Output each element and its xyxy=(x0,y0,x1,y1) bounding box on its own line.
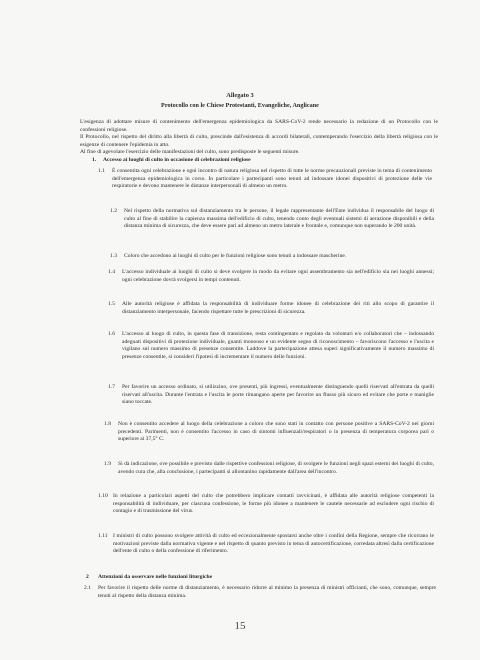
protocol-subtitle: Protocollo con le Chiese Protestanti, Evangeliche, Anglicane xyxy=(161,102,319,109)
section-2-title: Attenzioni da osservare nelle funzioni liturgiche xyxy=(98,574,213,580)
section-2-number: 2 xyxy=(86,574,89,580)
item-1-4-number: 1.4 xyxy=(108,269,115,275)
item-1-8-text: Non è consentito accedere al luogo della celebrazione a coloro che sono stati in contatto con persone positive a SARS-CoV-2 nei giorni precedenti. Parimenti, non è consentito l'accesso in caso di sintomi influenzali/respiratori o in presenza di temperatura corporea pari o superiore ai 37,5° C. xyxy=(118,421,434,443)
item-1-5-number: 1.5 xyxy=(108,301,115,307)
item-1-7-number: 1.7 xyxy=(108,384,115,390)
intro-paragraph-2: Il Protocollo, nel rispetto del diritto alla libertà di culto, prescinde dall'esistenza di accordi bilaterali, contemperando l'esercizio della libertà religiosa con le esigenze di contenere l'epidemia in atto. xyxy=(80,134,438,148)
item-1-11-text: I ministri di culto possono svolgere attività di culto ed eccezionalmente spostarsi anche oltre i confini della Regione, sempre che ricorrano le motivazioni previste dalla normativa vigente e nel rispetto di quanto previsto in tema di autocertificazione, corredata altresì dalla certificazione dell'ente di culto o della confessione di riferimento. xyxy=(113,533,434,555)
item-2-1-number: 2.1 xyxy=(84,585,91,591)
section-1-title: Accesso ai luoghi di culto in occasione di celebrazioni religiose xyxy=(103,157,251,163)
item-1-4-text: L'accesso individuale ai luoghi di culto si deve svolgere in modo da evitare ogni assembramento sia nell'edificio sia nei luoghi annessi; ogni celebrazione dovrà svolgersi in tempi contenuti. xyxy=(122,269,434,283)
item-1-11-number: 1.11 xyxy=(98,533,108,539)
item-1-5-text: Alle autorità religiose è affidata la responsabilità di individuare forme idonee di celebrazione dei riti allo scopo di garantire il distanziamento interpersonale, facendo rispettare tutte le prescrizioni di sicurezza. xyxy=(122,301,434,315)
page-number: 15 xyxy=(234,620,246,632)
item-1-7-text: Per favorire un accesso ordinato, si utilizzino, ove presenti, più ingressi, eventualmente distinguendo quelli riservati all'entrata da quelli riservati all'uscita. Durante l'entrata e l'uscita le porte rimangano aperte per favorire un flusso più sicuro ed evitare che porte e maniglie siano toccate. xyxy=(122,384,434,406)
item-1-2-number: 1.2 xyxy=(110,208,117,214)
section-1-number: 1. xyxy=(92,157,97,163)
intro-paragraph-1: L'esigenza di adottare misure di contenimento dell'emergenza epidemiologica da SARS-CoV-2 rende necessario la redazione di un Protocollo con le confessioni religiose. xyxy=(80,119,438,133)
item-1-1-text: È consentita ogni celebrazione e ogni incontro di natura religiosa nel rispetto di tutte le norme precauzionali previste in tema di contenimento dell'emergenza epidemiologica in corso. In particolare i partecipanti sono tenuti ad indossare idonei dispositivi di protezione delle vie respiratorie e devono mantenere le distanze interpersonali di almeno un metro. xyxy=(112,168,432,190)
item-1-6-text: L'accesso al luogo di culto, in questa fase di transizione, resta contingentato e regolato da volontari e/o collaboratori che – indossando adeguati dispositivi di protezione individuale, guanti monouso e un evidente segno di riconoscimento – favoriscono l'accesso e l'uscita e vigilano sul numero massimo di presenze consentite. Laddove la partecipazione attesa superi significativamente il numero massimo di presenze consentite, si consideri l'ipotesi di incrementare il numero delle funzioni. xyxy=(122,331,434,360)
annex-title: Allegato 3 xyxy=(226,92,254,99)
item-1-10-text: In relazione a particolari aspetti del culto che potrebbero implicare contatti ravvicinati, è affidata alle autorità religiose competenti la responsabilità di individuare, per ciascuna confessione, le forme più idonee a mantenere le cautele necessarie ad escludere ogni rischio di contagio e di trasmissione del virus. xyxy=(113,493,434,515)
item-1-9-text: Si dà indicazione, ove possibile e previsto dalle rispettive confessioni religiose, di svolgere le funzioni negli spazi esterni dei luoghi di culto, avendo cura che, alla conclusione, i partecipanti si allontanino rapidamente dall'area dell'incontro. xyxy=(118,461,434,475)
item-1-3-number: 1.3 xyxy=(110,253,117,259)
item-1-6-number: 1.6 xyxy=(108,331,115,337)
item-1-9-number: 1.9 xyxy=(104,461,111,467)
intro-paragraph-3: Al fine di agevolare l'esercizio delle manifestazioni del culto, sono predisposte le seguenti misure. xyxy=(80,149,300,155)
item-1-10-number: 1.10 xyxy=(98,493,108,499)
item-1-2-text: Nel rispetto della normativa sul distanziamento tra le persone, il legale rappresentante dell'Ente individua il responsabile del luogo di culto al fine di stabilire la capienza massima dell'edificio di culto, tenendo conto degli eventuali sistemi di aerazione disponibili e della distanza minima di sicurezza, che deve essere pari ad almeno un metro laterale e frontale e, comunque non superando le 200 unità. xyxy=(124,208,434,230)
item-2-1-text: Per favorire il rispetto delle norme di distanziamento, è necessario ridurre al minimo la presenza di ministri officianti, che sono, comunque, sempre tenuti al rispetto della distanza minima. xyxy=(98,585,436,599)
item-1-1-number: 1.1 xyxy=(98,168,105,174)
item-1-8-number: 1.8 xyxy=(104,421,111,427)
item-1-3-text: Coloro che accedono ai luoghi di culto per le funzioni religiose sono tenuti a indossare mascherine. xyxy=(124,253,347,259)
